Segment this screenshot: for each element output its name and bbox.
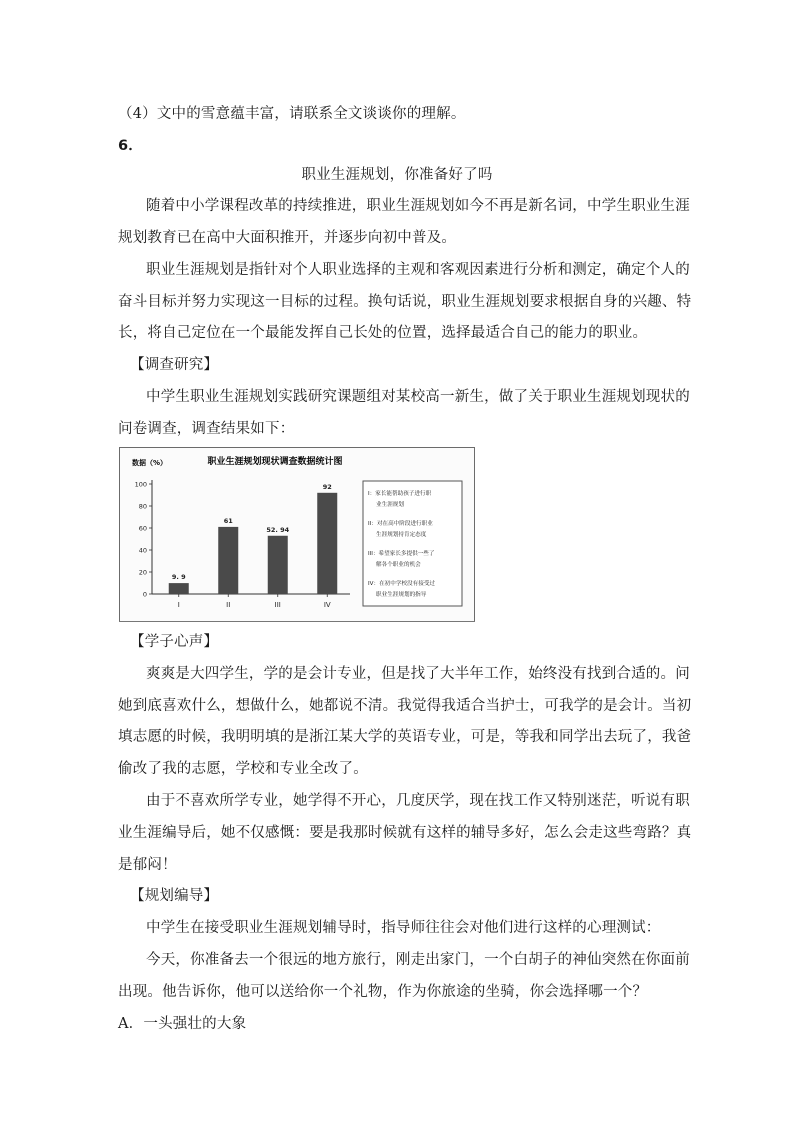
section-heading-planning-guide: 【规划编导】 xyxy=(130,888,219,904)
chart-underline xyxy=(119,621,475,622)
paragraph-2-line-3: 长，将自己定位在一个最能发挥自己长处的位置，选择最适合自己的能力的职业。 xyxy=(118,325,648,341)
paragraph-7-line-2: 出现。他告诉你，他可以送给你一个礼物，作为你旅途的坐骑，你会选择哪一个？ xyxy=(118,984,648,1000)
chart-data-label: 52. 94 xyxy=(266,525,290,534)
chart-x-tick-label: II xyxy=(226,601,231,609)
chart-legend-entry: IV：在初中学校没有接受过 xyxy=(368,581,436,587)
chart-legend-entry: 解各个职业的机会 xyxy=(376,562,421,568)
chart-data-label: 9. 9 xyxy=(171,573,186,582)
chart-y-tick-label: 20 xyxy=(138,568,147,577)
chart-legend-entry: 业生涯规划 xyxy=(376,502,404,508)
chart-title: 职业生涯规划现状调查数据统计图 xyxy=(207,457,343,467)
section-heading-survey: 【调查研究】 xyxy=(130,357,219,373)
paragraph-3-line-2: 问卷调查，调查结果如下： xyxy=(118,421,295,437)
question-number-6: 6． xyxy=(118,138,143,154)
section-heading-student-voice: 【学子心声】 xyxy=(130,634,219,650)
paragraph-5-line-2: 业生涯编导后，她不仅感慨：要是我那时候就有这样的辅导多好，怎么会走这些弯路？真 xyxy=(118,825,692,841)
paragraph-2-line-1: 职业生涯规划是指针对个人职业选择的主观和客观因素进行分析和测定，确定个人的 xyxy=(146,262,690,278)
paragraph-4-line-3: 填志愿的时候，我明明填的是浙江某大学的英语专业，可是，等我和同学出去玩了，我爸 xyxy=(118,729,692,745)
survey-chart-figure xyxy=(119,447,475,622)
chart-x-tick-label: I xyxy=(177,601,180,609)
question-4: （4）文中的雪意蕴丰富，请联系全文谈谈你的理解。 xyxy=(118,106,466,122)
chart-x-tick-label: III xyxy=(274,601,281,609)
chart-bar xyxy=(268,536,288,594)
survey-bar-chart xyxy=(120,448,474,621)
chart-legend-box xyxy=(363,481,462,606)
paragraph-1-line-2: 规划教育已在高中大面积推开，并逐步向初中普及。 xyxy=(118,230,457,246)
paragraph-4-line-2: 她到底喜欢什么，想做什么，她都说不清。我觉得我适合当护士，可我学的是会计。当初 xyxy=(118,698,692,714)
paragraph-1-line-1: 随着中小学课程改革的持续推进，职业生涯规划如今不再是新名词，中学生职业生涯 xyxy=(146,198,690,214)
paragraph-7-line-1: 今天，你准备去一个很远的地方旅行，刚走出家门，一个白胡子的神仙突然在你面前 xyxy=(146,952,690,968)
chart-legend-entry: I：家长能帮助孩子进行职 xyxy=(368,491,432,497)
article-title: 职业生涯规划，你准备好了吗 xyxy=(301,167,493,183)
chart-legend-entry: 职业生涯规划的指导 xyxy=(376,592,427,598)
paragraph-6: 中学生在接受职业生涯规划辅导时，指导师往往会对他们进行这样的心理测试： xyxy=(146,920,661,936)
paragraph-5-line-1: 由于不喜欢所学专业，她学得不开心，几度厌学，现在找工作又特别迷茫，听说有职 xyxy=(146,793,690,809)
chart-legend-entry: III：希望家长多提供一些了 xyxy=(368,551,435,557)
paragraph-4-line-4: 偷改了我的志愿，学校和专业全改了。 xyxy=(118,761,368,777)
chart-y-tick-label: 40 xyxy=(138,546,147,555)
chart-y-tick-label: 80 xyxy=(138,502,147,511)
option-a: A．一头强壮的大象 xyxy=(118,1016,247,1032)
chart-bar xyxy=(317,493,337,594)
chart-y-axis-label: 数据（%） xyxy=(132,459,168,467)
chart-y-tick-label: 100 xyxy=(134,480,147,489)
paragraph-5-line-3: 是郁闷！ xyxy=(118,857,177,873)
paragraph-3-line-1: 中学生职业生涯规划实践研究课题组对某校高一新生，做了关于职业生涯规划现状的 xyxy=(146,389,690,405)
chart-bar xyxy=(218,527,238,594)
chart-y-tick-label: 0 xyxy=(142,590,147,599)
chart-bar xyxy=(169,583,189,594)
paragraph-2-line-2: 奋斗目标并努力实现这一目标的过程。换句话说，职业生涯规划要求根据自身的兴趣、特 xyxy=(118,294,692,310)
chart-data-label: 61 xyxy=(223,516,233,525)
chart-y-tick-label: 60 xyxy=(138,524,147,533)
chart-data-label: 92 xyxy=(322,482,332,491)
chart-legend-entry: II：对在高中阶段进行职业 xyxy=(368,521,433,527)
chart-x-tick-label: IV xyxy=(323,601,331,609)
paragraph-4-line-1: 爽爽是大四学生，学的是会计专业，但是找了大半年工作，始终没有找到合适的。问 xyxy=(146,666,690,682)
chart-legend-entry: 生涯规划持肯定态度 xyxy=(376,532,427,538)
